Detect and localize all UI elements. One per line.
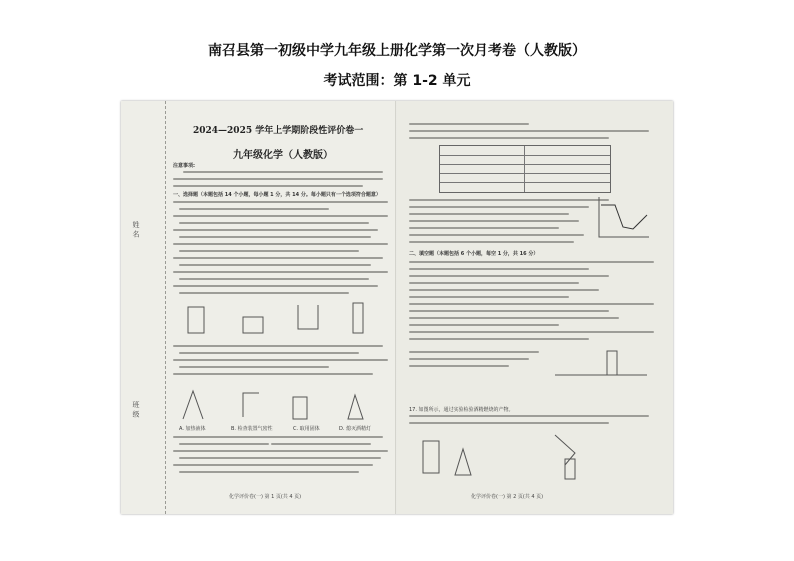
pressure-graph bbox=[593, 193, 653, 243]
measuring-setup-figure bbox=[547, 345, 657, 379]
choice-d-label: D. 熄灭酒精灯 bbox=[339, 426, 372, 432]
left-exam-page bbox=[121, 101, 397, 514]
exam-photo bbox=[121, 101, 673, 514]
right-page-footer: 化学评价卷(一) 第 2 页(共 4 页) bbox=[471, 494, 544, 500]
choice-c-label: C. 取用固体 bbox=[293, 426, 320, 432]
binding-mark: 姓 名 bbox=[132, 221, 140, 238]
exam-title: 2024—2025 学年上学期阶段性评价卷一 bbox=[193, 126, 364, 136]
right-exam-page bbox=[397, 101, 673, 514]
section-one-heading: 一、选择题（本题包括 14 个小题，每小题 1 分，共 14 分。每小题只有一个选项符合题意） bbox=[173, 192, 381, 198]
combustion-experiment-figure bbox=[415, 429, 655, 483]
comparison-table bbox=[439, 145, 611, 193]
notes-heading: 注意事项: bbox=[173, 163, 195, 169]
lab-equipment-figure bbox=[173, 299, 388, 341]
lab-operation-figure bbox=[173, 381, 388, 423]
question-17: 17. 如图所示，通过实验检验酒精燃烧的产物。 bbox=[409, 407, 514, 413]
section-two-heading: 二、填空题（本题包括 6 个小题，每空 1 分，共 16 分） bbox=[409, 251, 539, 257]
exam-subtitle: 九年级化学（人教版） bbox=[233, 150, 333, 161]
choice-b-label: B. 检查装置气密性 bbox=[231, 426, 273, 432]
left-page-footer: 化学评价卷(一) 第 1 页(共 4 页) bbox=[229, 494, 302, 500]
page-title: 南召县第一初级中学九年级上册化学第一次月考卷（人教版） bbox=[208, 43, 586, 59]
binding-strip bbox=[121, 101, 166, 514]
choice-a-label: A. 加热液体 bbox=[179, 426, 206, 432]
binding-mark: 班 级 bbox=[132, 401, 140, 418]
page-subtitle: 考试范围：第 1-2 单元 bbox=[323, 73, 471, 89]
